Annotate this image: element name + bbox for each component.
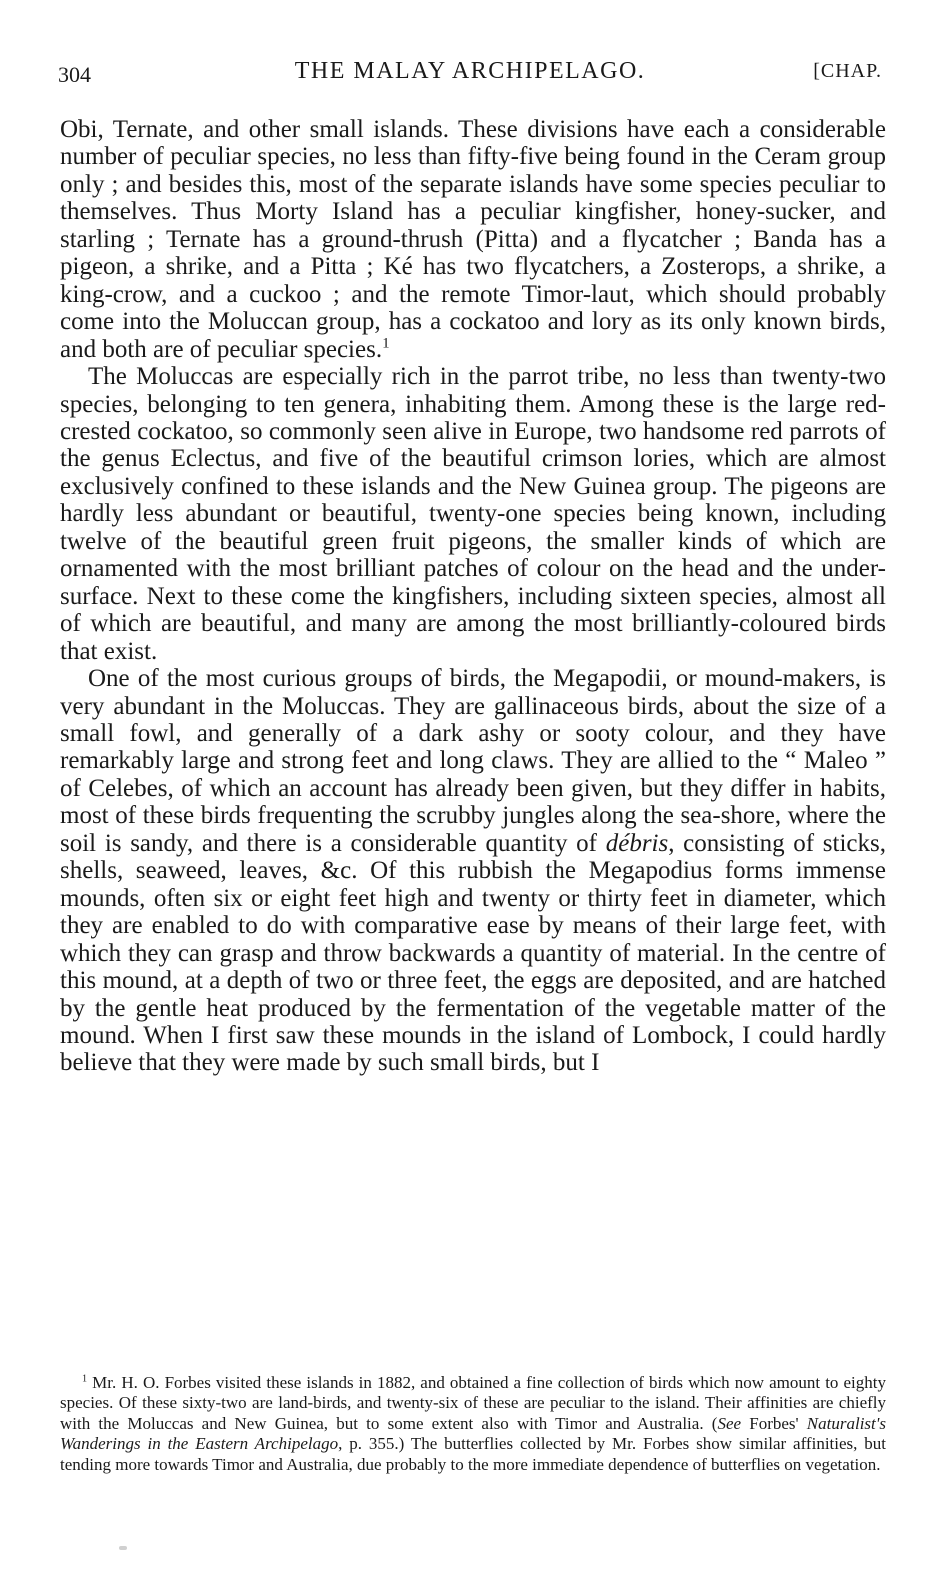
paragraph-2: The Moluccas are especially rich in the parrot tribe, no less than twenty-two species, belonging to ten genera, inhabiting them. Among these is the large red-crested cockatoo, so commonly seen alive in Europe, two handsome red parrots of the genus Eclectus, and five of the beautiful crimson lories, which are almost exclusively confined to these islands and the New Guinea group. The pigeons are hardly less abundant or beautiful, twenty-one species being known, including twelve of the beautiful green fruit pigeons, the smaller kinds of which are ornamented with the most brilliant patches of colour on the head and the under-surface. Next to these come the kingfishers, including sixteen species, almost all of which are beautiful, and many are among the most brilliantly-coloured birds that exist.	[60, 363, 886, 665]
chapter-mark: [CHAP.	[813, 60, 882, 82]
footnotes	[60, 1373, 886, 1475]
italic-term: débris	[605, 829, 669, 857]
footnote-text-end: , p. 355.) The butterflies collected by Mr. Forbes show similar affinities, but tending more towards Timor and Australia, due probably to the more immediate dependence of butterflies on vegetation.	[60, 1434, 886, 1474]
footnote-reference: 1	[382, 335, 390, 352]
running-title: THE MALAY ARCHIPELAGO.	[294, 58, 646, 84]
paragraph-1-text: Obi, Ternate, and other small islands. These divisions have each a considerable number of peculiar species, no less than fifty-five being found in the Ceram group only ; and besides this, most of the separate islands have some species peculiar to themselves. Thus Morty Island has a peculiar kingfisher, honey-sucker, and starling ; Ternate has a ground-thrush (Pitta) and a flycatcher ; Banda has a pigeon, a shrike, and a Pitta ; Ké has two flycatchers, a Zosterops, a shrike, a king-crow, and a cuckoo ; and the remote Timor-laut, which should probably come into the Moluccan group, has a cockatoo and lory as its only known birds, and both are of peculiar species.	[60, 116, 886, 363]
paragraph-3	[60, 665, 886, 1077]
page-header	[58, 52, 882, 92]
paragraph-1	[60, 116, 886, 363]
footnote-text-middle: Forbes'	[741, 1413, 807, 1433]
page-number: 304	[58, 62, 91, 87]
footnote-1	[60, 1373, 886, 1475]
paragraph-3-text-end: , consisting of sticks, shells, seaweed, leaves, &c. Of this rubbish the Megapodius forms immense mounds, often six or eight feet high and twenty or thirty feet in diameter, which they are enabled to do with comparative ease by means of their large feet, with which they can grasp and throw backwards a quantity of material. In the centre of this mound, at a depth of two or three feet, the eggs are deposited, and are hatched by the gentle heat produced by the fermentation of the vegetable matter of the mound. When I first saw these mounds in the island of Lombock, I could hardly believe that they were made by such small birds, but I	[60, 829, 886, 1077]
print-smudge	[119, 1546, 127, 1550]
footnote-book-title: Naturalist's Wanderings in the Eastern Archipelago	[60, 1413, 887, 1454]
footnote-see: See	[717, 1413, 742, 1433]
footnote-text-start: Mr. H. O. Forbes visited these islands in 1882, and obtained a fine collection of birds which now amount to eighty species. Of these sixty-two are land-birds, and twenty-six of these are peculiar to the island. Their affinities are chiefly with the Moluccas and New Guinea, but to some extent also with Timor and Australia. (	[60, 1373, 886, 1433]
footnote-marker: 1	[82, 1373, 88, 1385]
body-text	[60, 116, 886, 1077]
paragraph-3-text-start: One of the most curious groups of birds, the Megapodii, or mound-makers, is very abundant in the Moluccas. They are gallinaceous birds, about the size of a small fowl, and generally of a dark ashy or sooty colour, and they have remarkably large and strong feet and long claws. They are allied to the “ Maleo ” of Celebes, of which an account has already been given, but they differ in habits, most of these birds frequenting the scrubby jungles along the sea-shore, where the soil is sandy, and there is a considerable quantity of	[60, 665, 886, 857]
